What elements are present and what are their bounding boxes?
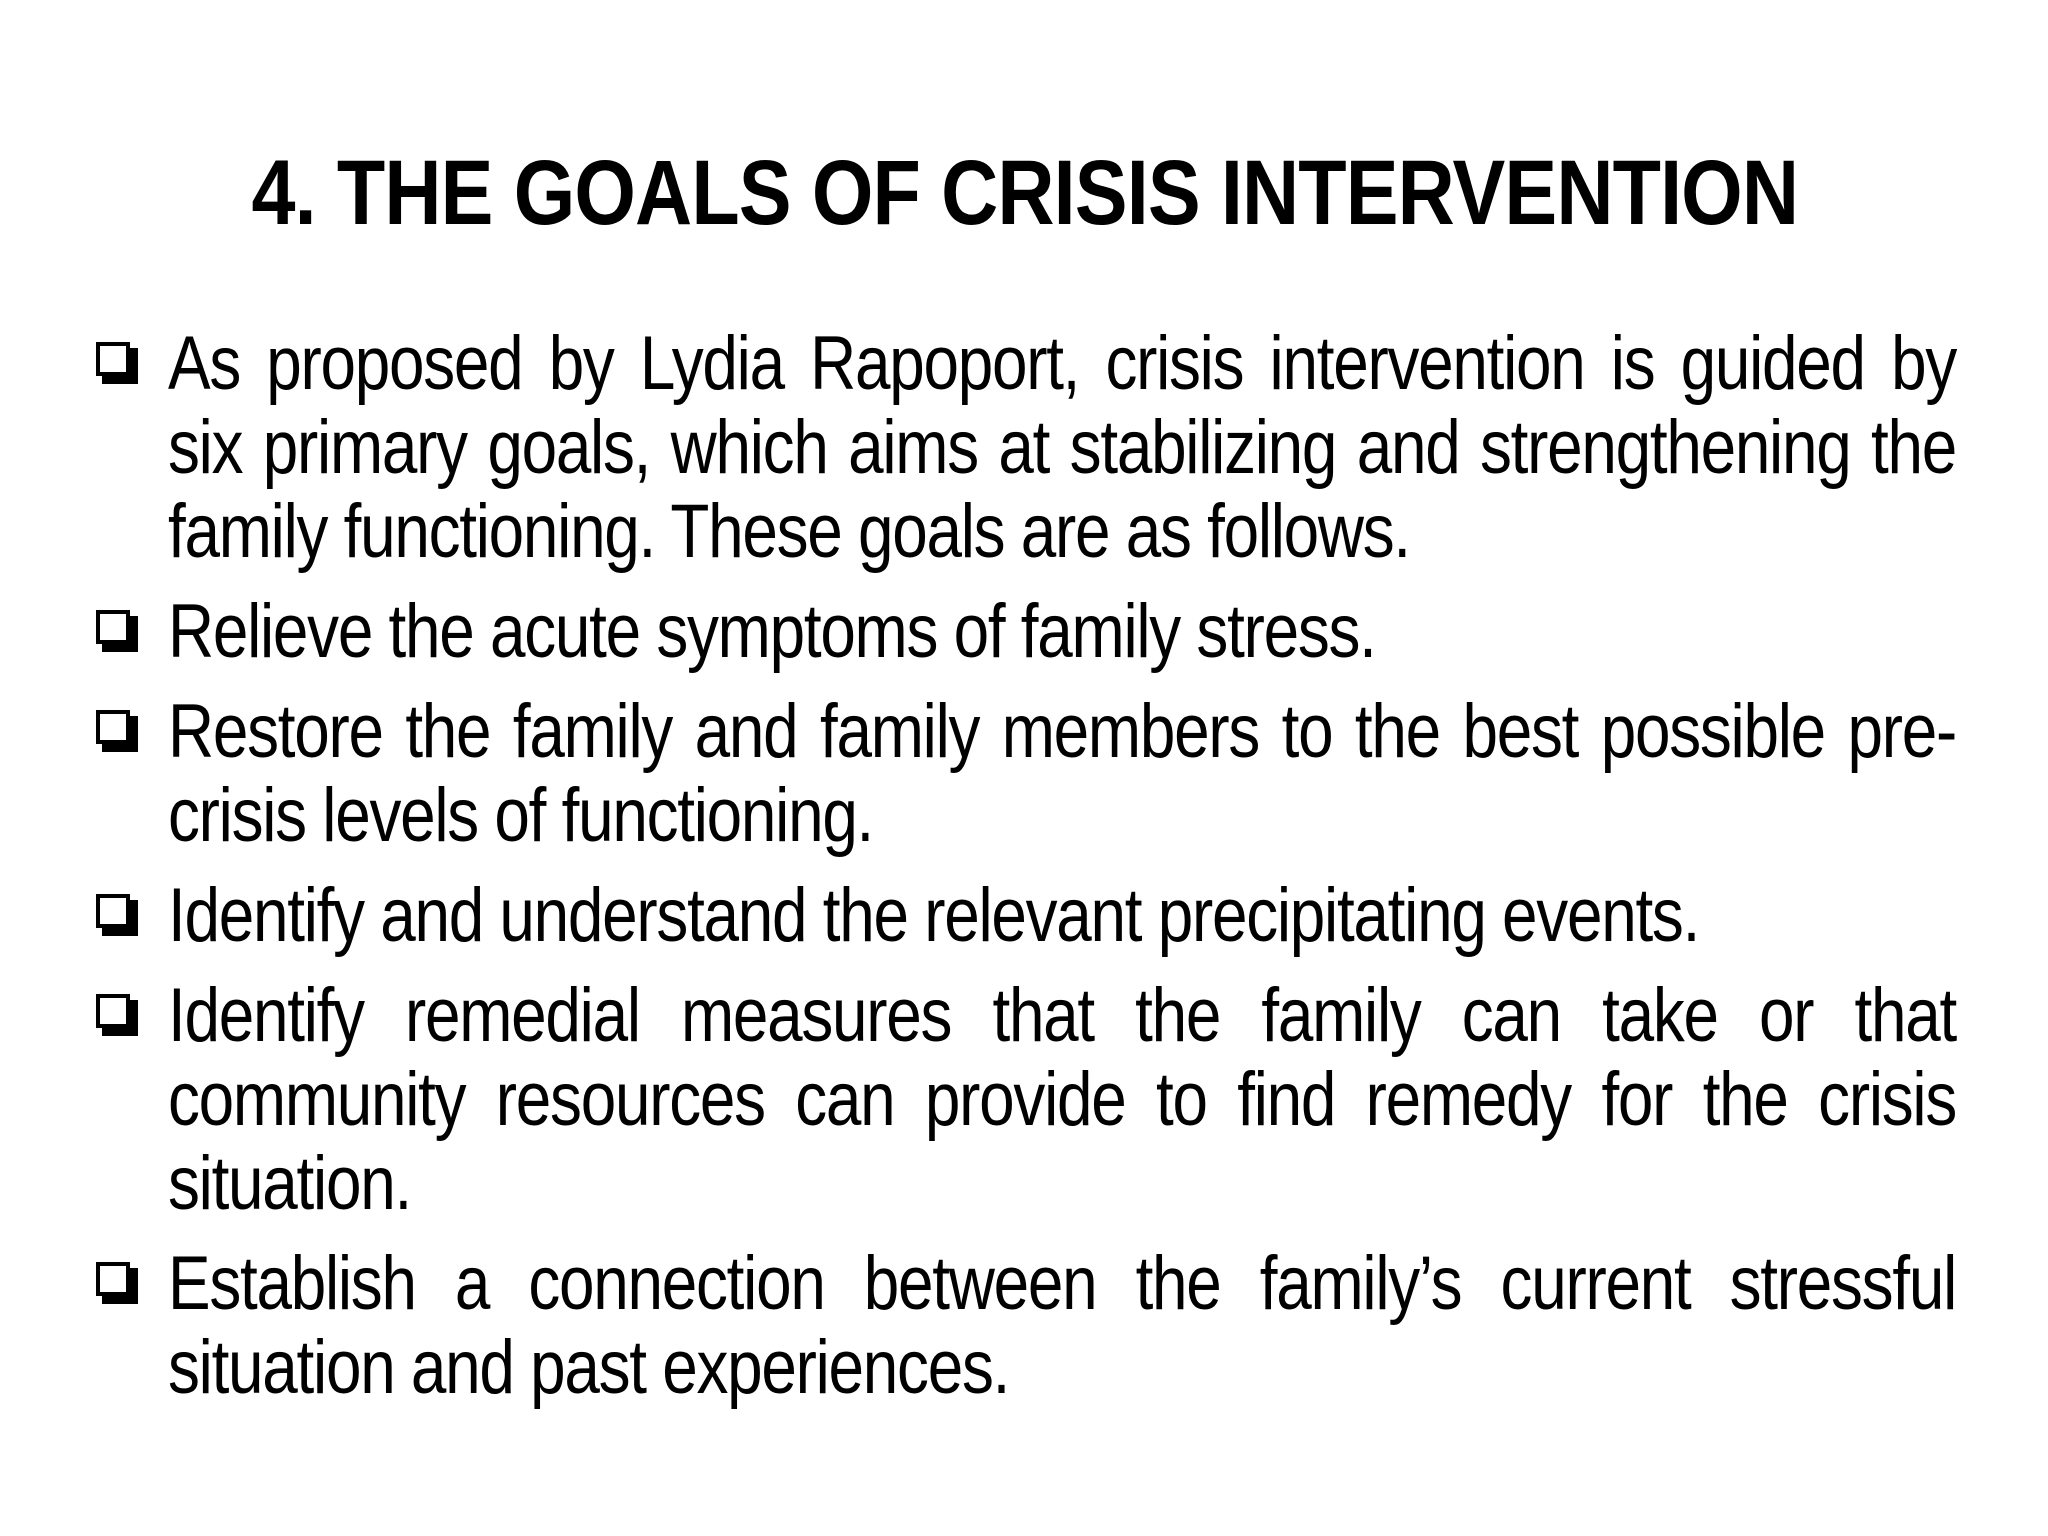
checkbox-icon xyxy=(96,710,138,752)
bullet-text: Establish a connection between the family’s current stressful situation and past experiences. xyxy=(168,1241,1956,1410)
checkbox-icon xyxy=(96,894,138,936)
bullet-text: Restore the family and family members to the best possible pre-crisis levels of functioning. xyxy=(168,689,1956,858)
checkbox-icon xyxy=(96,610,138,652)
checkbox-icon xyxy=(96,342,138,384)
bullet-item xyxy=(96,590,1956,674)
bullet-text: Relieve the acute symptoms of family stress. xyxy=(168,589,1376,674)
bullet-text: Identify remedial measures that the family can take or that community resources can provide to find remedy for the crisis situation. xyxy=(168,973,1956,1226)
bullet-text: Identify and understand the relevant precipitating events. xyxy=(168,873,1700,958)
bullet-item xyxy=(96,974,1956,1226)
bullet-item xyxy=(96,322,1956,574)
checkbox-icon xyxy=(96,994,138,1036)
bullet-item xyxy=(96,1242,1956,1410)
slide-title: 4. THE GOALS OF CRISIS INTERVENTION xyxy=(251,142,1799,244)
bullet-item xyxy=(96,874,1956,958)
bullet-item xyxy=(96,690,1956,858)
bullet-list xyxy=(96,322,1956,1426)
checkbox-icon xyxy=(96,1262,138,1304)
bullet-text: As proposed by Lydia Rapoport, crisis intervention is guided by six primary goals, which aims at stabilizing and strengthening the family functioning. These goals are as follows. xyxy=(168,321,1956,574)
